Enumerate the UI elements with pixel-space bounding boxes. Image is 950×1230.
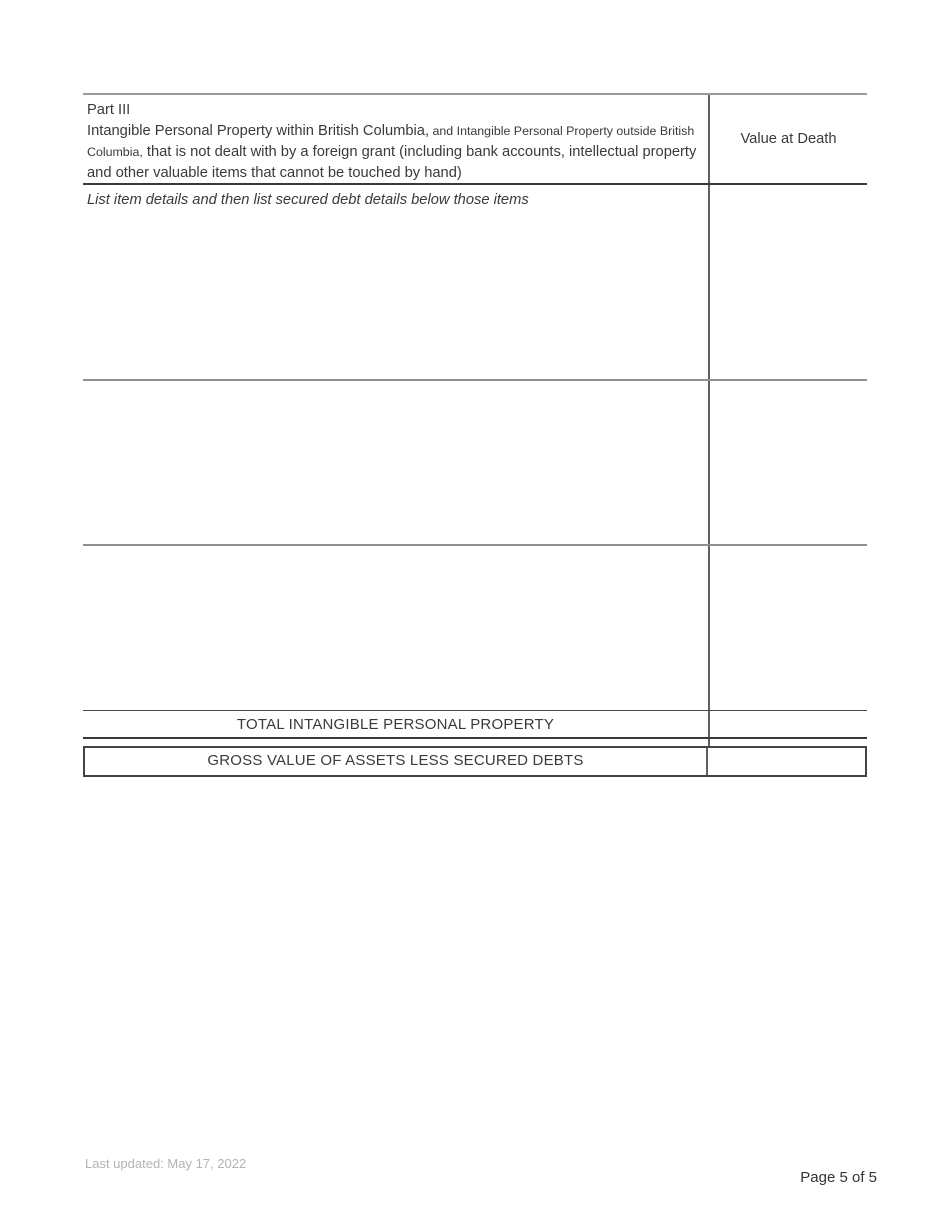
item-row-3	[83, 546, 867, 711]
part3-header-row	[83, 95, 867, 185]
total-intangible-row	[83, 711, 867, 739]
spacer-left	[83, 739, 708, 746]
description-segment-2: and Intangible Personal Property outside British Columbia,	[87, 124, 695, 159]
total-intangible-label: TOTAL INTANGIBLE PERSONAL PROPERTY	[236, 716, 555, 733]
table-spacer	[83, 739, 867, 746]
spacer-right	[708, 739, 867, 746]
value-at-death-column-header: Value at Death	[708, 95, 867, 183]
part3-description	[87, 121, 708, 184]
item-row-3-value-cell[interactable]	[708, 546, 867, 710]
description-segment-1: Intangible Personal Property within British Columbia,	[87, 123, 430, 139]
description-segment-3: that is not dealt with by a foreign grant (including bank accounts, intellectual property and other valuable items that cannot be touched by hand)	[87, 144, 697, 181]
item-row-3-details-cell[interactable]	[83, 546, 708, 710]
gross-value-cell[interactable]	[706, 748, 865, 775]
part-label: Part III	[87, 102, 131, 118]
part3-header-cell	[83, 95, 708, 183]
total-intangible-value-cell[interactable]	[708, 711, 867, 737]
instruction-text[interactable]: List item details and then list secured debt details below those items	[87, 192, 529, 208]
part3-table	[83, 93, 867, 777]
item-row-1	[83, 185, 867, 381]
page-number: Page 5 of 5	[800, 1169, 877, 1186]
item-row-2-details-cell[interactable]	[83, 381, 708, 544]
last-updated-text: Last updated: May 17, 2022	[85, 1156, 247, 1171]
gross-value-label: GROSS VALUE OF ASSETS LESS SECURED DEBTS	[207, 752, 584, 769]
item-row-2-value-cell[interactable]	[708, 381, 867, 544]
item-row-1-value-cell[interactable]	[708, 185, 867, 379]
item-row-2	[83, 381, 867, 546]
gross-value-row	[83, 746, 867, 777]
